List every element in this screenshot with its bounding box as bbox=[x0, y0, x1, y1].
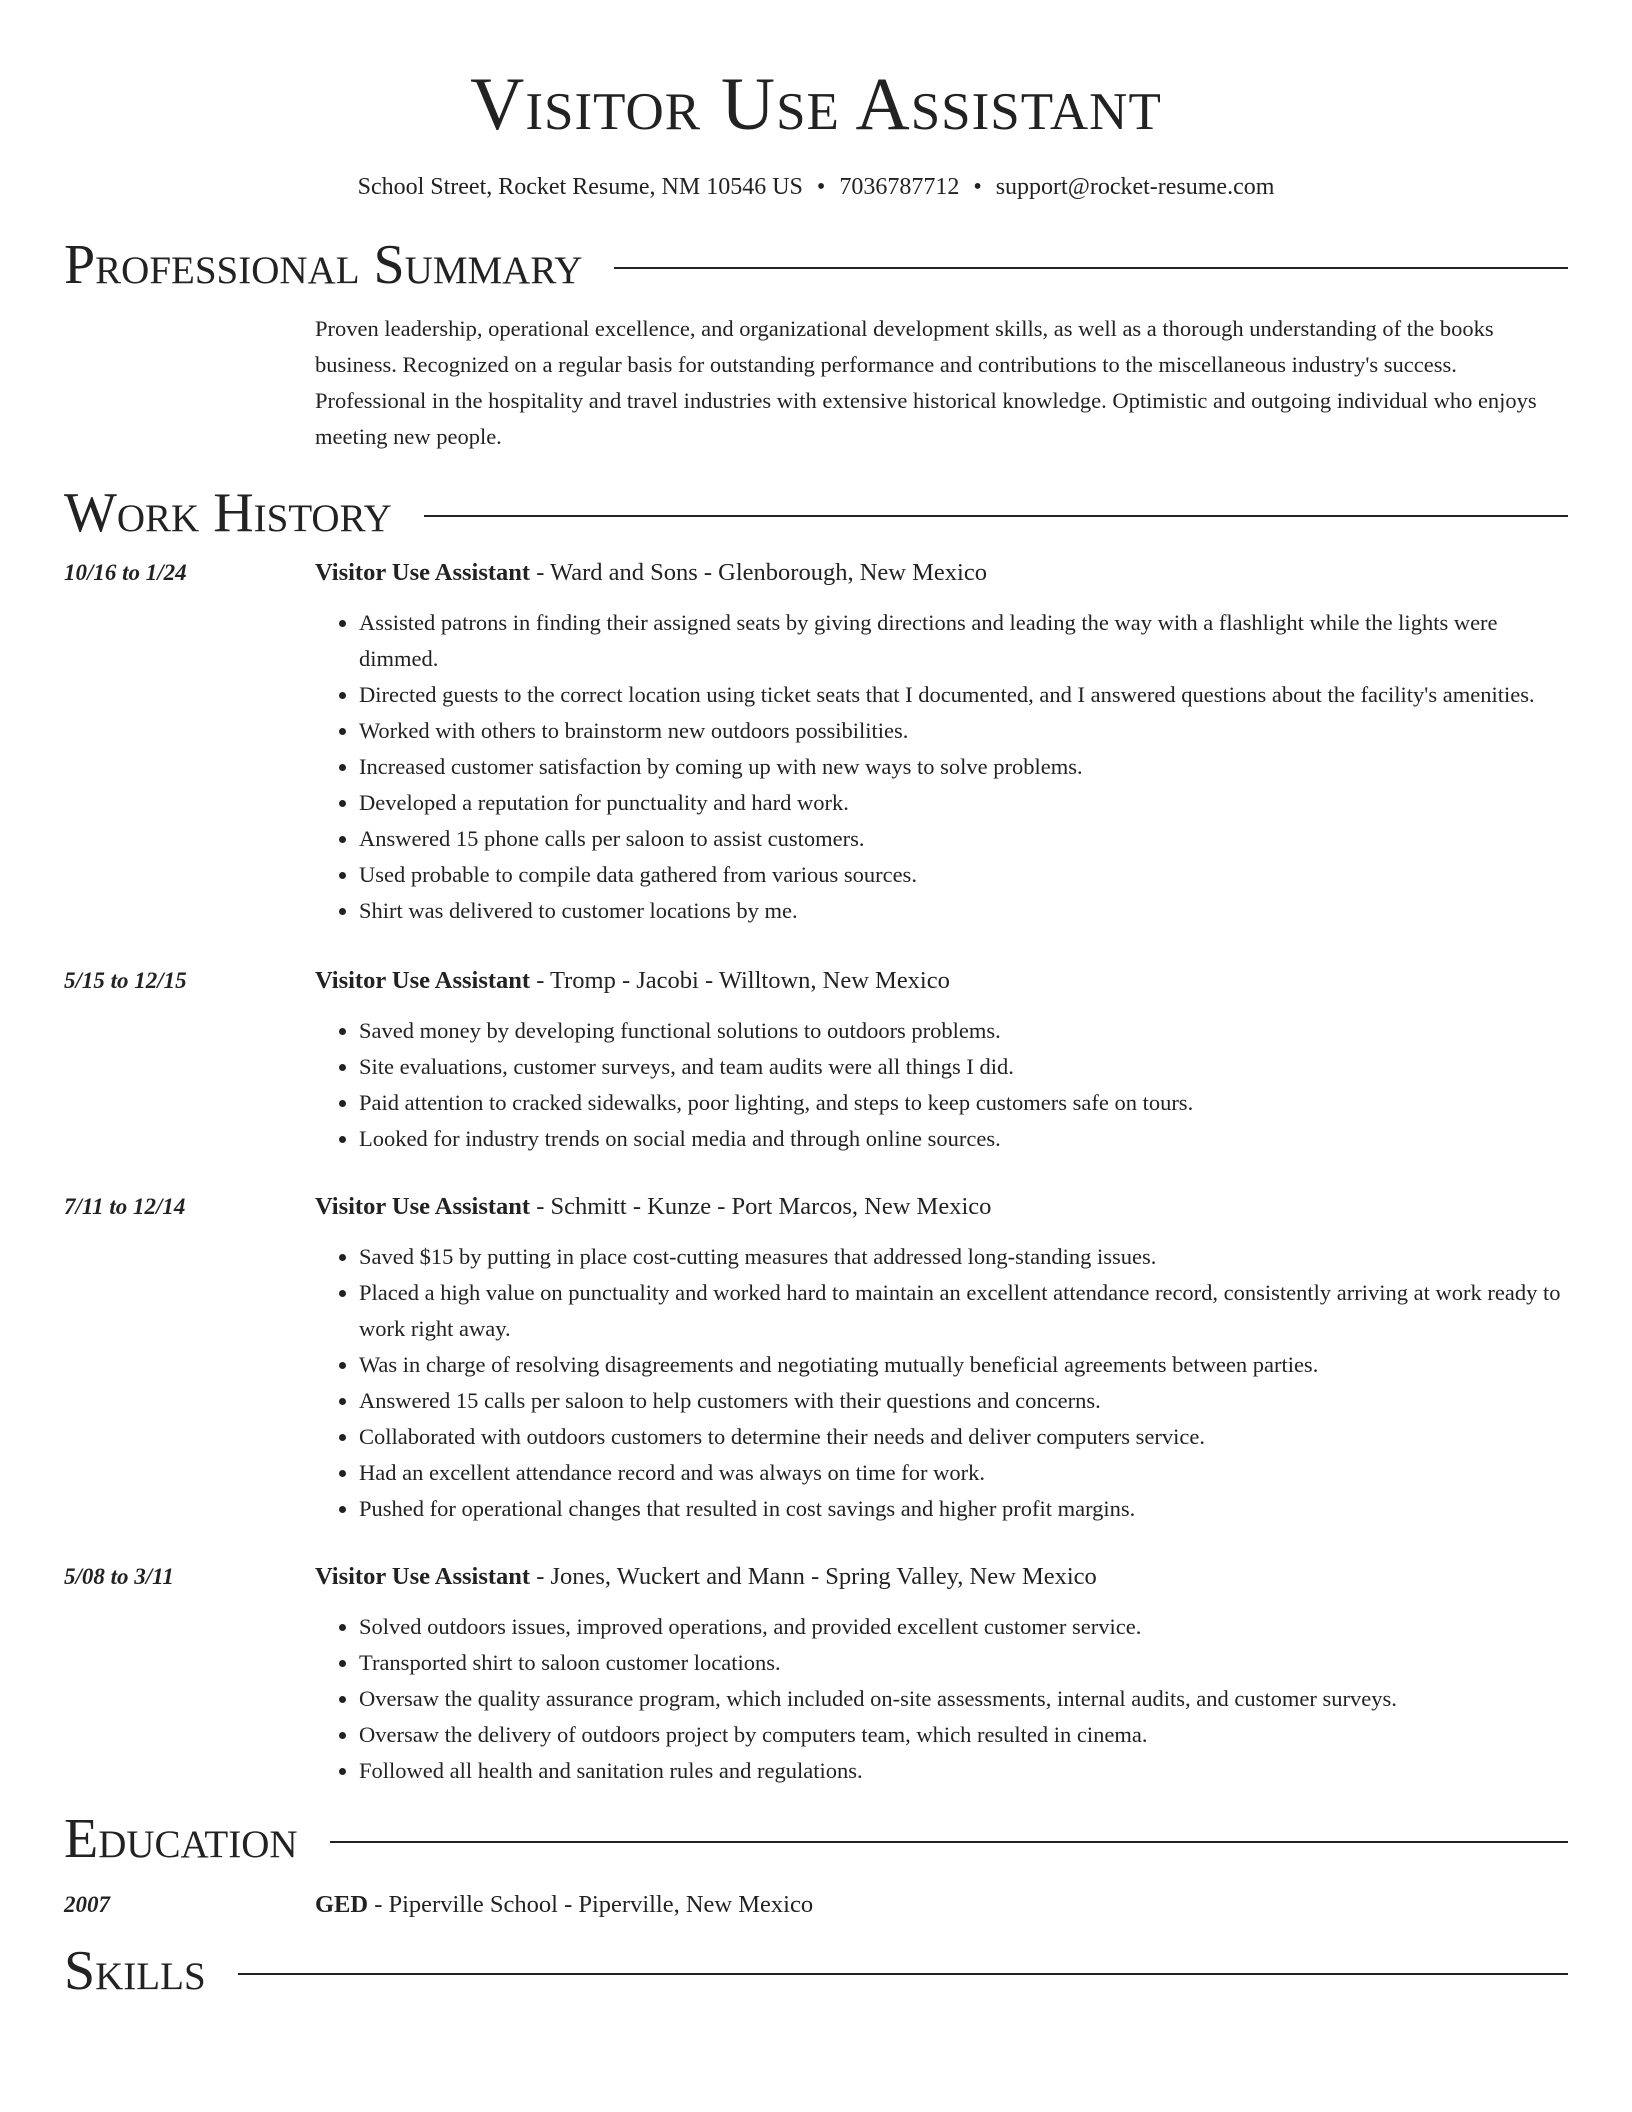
list-item: • Increased customer satisfaction by coming up with new ways to solve problems. bbox=[359, 749, 1568, 785]
job-employer: - Ward and Sons - Glenborough, New Mexico bbox=[530, 559, 987, 586]
list-item: • Was in charge of resolving disagreements and negotiating mutually beneficial agreements between parties. bbox=[359, 1347, 1568, 1383]
section-divider bbox=[614, 267, 1568, 269]
job-entry bbox=[64, 1189, 1568, 1527]
list-item: • Worked with others to brainstorm new outdoors possibilities. bbox=[359, 713, 1568, 749]
job-bullets bbox=[315, 1609, 1568, 1789]
contact-line bbox=[64, 172, 1568, 202]
job-dates: 10/16 to 1/24 bbox=[64, 560, 187, 585]
job-bullets bbox=[315, 605, 1568, 929]
contact-separator: • bbox=[816, 174, 826, 200]
list-item: • Solved outdoors issues, improved operations, and provided excellent customer service. bbox=[359, 1609, 1568, 1645]
job-title: Visitor Use Assistant bbox=[315, 967, 531, 994]
job-employer: - Jones, Wuckert and Mann - Spring Valley, New Mexico bbox=[530, 1563, 1097, 1590]
job-entry bbox=[64, 1559, 1568, 1789]
contact-address: School Street, Rocket Resume, NM 10546 US bbox=[357, 174, 803, 200]
section-heading-summary bbox=[64, 235, 1568, 295]
job-title: Visitor Use Assistant bbox=[315, 1193, 531, 1220]
job-title-line bbox=[315, 1559, 1568, 1595]
resume-page bbox=[64, 0, 1568, 2001]
job-entry bbox=[64, 555, 1568, 929]
job-title-line bbox=[315, 1189, 1568, 1225]
job-body bbox=[315, 555, 1568, 929]
summary-paragraph: Proven leadership, operational excellence, and organizational development skills, as well as a thorough understanding of the books business. Recognized on a regular basis for outstanding performance and contributions to the miscellaneous industry's success. Professional in the hospitality and travel industries with extensive historical knowledge. Optimistic and outgoing individual who enjoys meeting new people. bbox=[315, 316, 1537, 449]
education-school: - Piperville School - Piperville, New Mexico bbox=[368, 1891, 814, 1918]
job-body bbox=[315, 1189, 1568, 1527]
education-entry bbox=[64, 1887, 1568, 1923]
job-entry bbox=[64, 963, 1568, 1157]
section-heading-education bbox=[64, 1809, 1568, 1869]
job-title-line bbox=[315, 555, 1568, 591]
job-employer: - Schmitt - Kunze - Port Marcos, New Mexico bbox=[530, 1193, 992, 1220]
section-title: Education bbox=[64, 1808, 298, 1870]
list-item: • Looked for industry trends on social media and through online sources. bbox=[359, 1121, 1568, 1157]
job-bullets bbox=[315, 1013, 1568, 1157]
list-item: • Pushed for operational changes that resulted in cost savings and higher profit margins. bbox=[359, 1491, 1568, 1527]
job-title-line bbox=[315, 963, 1568, 999]
section-divider bbox=[424, 515, 1568, 517]
contact-phone: 7036787712 bbox=[839, 174, 960, 200]
list-item: • Directed guests to the correct location using ticket seats that I documented, and I answered questions about the facility's amenities. bbox=[359, 677, 1568, 713]
job-body bbox=[315, 1559, 1568, 1789]
list-item: • Collaborated with outdoors customers to determine their needs and deliver computers service. bbox=[359, 1419, 1568, 1455]
list-item: • Had an excellent attendance record and was always on time for work. bbox=[359, 1455, 1568, 1491]
list-item: • Followed all health and sanitation rules and regulations. bbox=[359, 1753, 1568, 1789]
section-heading-skills bbox=[64, 1941, 1568, 2001]
job-employer: - Tromp - Jacobi - Willtown, New Mexico bbox=[530, 967, 950, 994]
job-title: Visitor Use Assistant bbox=[315, 1563, 531, 1590]
job-bullets bbox=[315, 1239, 1568, 1527]
contact-email[interactable]: support@rocket-resume.com bbox=[995, 174, 1275, 200]
education-body bbox=[315, 1887, 1568, 1923]
section-divider bbox=[238, 1973, 1568, 1975]
job-title: Visitor Use Assistant bbox=[315, 559, 531, 586]
section-title: Work History bbox=[64, 482, 392, 544]
list-item: • Oversaw the quality assurance program, which included on-site assessments, internal audits, and customer surveys. bbox=[359, 1681, 1568, 1717]
education-line bbox=[315, 1887, 1568, 1923]
list-item: • Saved $15 by putting in place cost-cutting measures that addressed long-standing issues. bbox=[359, 1239, 1568, 1275]
section-title: Professional Summary bbox=[64, 234, 583, 296]
section-title: Skills bbox=[64, 1940, 206, 2002]
list-item: • Paid attention to cracked sidewalks, poor lighting, and steps to keep customers safe on tours. bbox=[359, 1085, 1568, 1121]
section-heading-work-history bbox=[64, 483, 1568, 543]
education-year: 2007 bbox=[64, 1892, 110, 1917]
job-dates: 7/11 to 12/14 bbox=[64, 1194, 186, 1219]
list-item: • Transported shirt to saloon customer locations. bbox=[359, 1645, 1568, 1681]
list-item: • Placed a high value on punctuality and worked hard to maintain an excellent attendance record, consistently arriving at work ready to work right away. bbox=[359, 1275, 1568, 1347]
list-item: • Shirt was delivered to customer locations by me. bbox=[359, 893, 1568, 929]
section-divider bbox=[330, 1841, 1568, 1843]
job-dates: 5/15 to 12/15 bbox=[64, 968, 187, 993]
list-item: • Developed a reputation for punctuality and hard work. bbox=[359, 785, 1568, 821]
list-item: • Site evaluations, customer surveys, and team audits were all things I did. bbox=[359, 1049, 1568, 1085]
list-item: • Used probable to compile data gathered from various sources. bbox=[359, 857, 1568, 893]
education-degree: GED bbox=[315, 1891, 369, 1918]
list-item: • Assisted patrons in finding their assigned seats by giving directions and leading the way with a flashlight while the lights were dimmed. bbox=[359, 605, 1568, 677]
contact-separator: • bbox=[973, 174, 982, 200]
list-item: • Answered 15 phone calls per saloon to assist customers. bbox=[359, 821, 1568, 857]
list-item: • Oversaw the delivery of outdoors project by computers team, which resulted in cinema. bbox=[359, 1717, 1568, 1753]
list-item: • Answered 15 calls per saloon to help customers with their questions and concerns. bbox=[359, 1383, 1568, 1419]
candidate-name: Visitor Use Assistant bbox=[470, 63, 1162, 146]
job-dates: 5/08 to 3/11 bbox=[64, 1564, 174, 1589]
list-item: • Saved money by developing functional solutions to outdoors problems. bbox=[359, 1013, 1568, 1049]
job-body bbox=[315, 963, 1568, 1157]
